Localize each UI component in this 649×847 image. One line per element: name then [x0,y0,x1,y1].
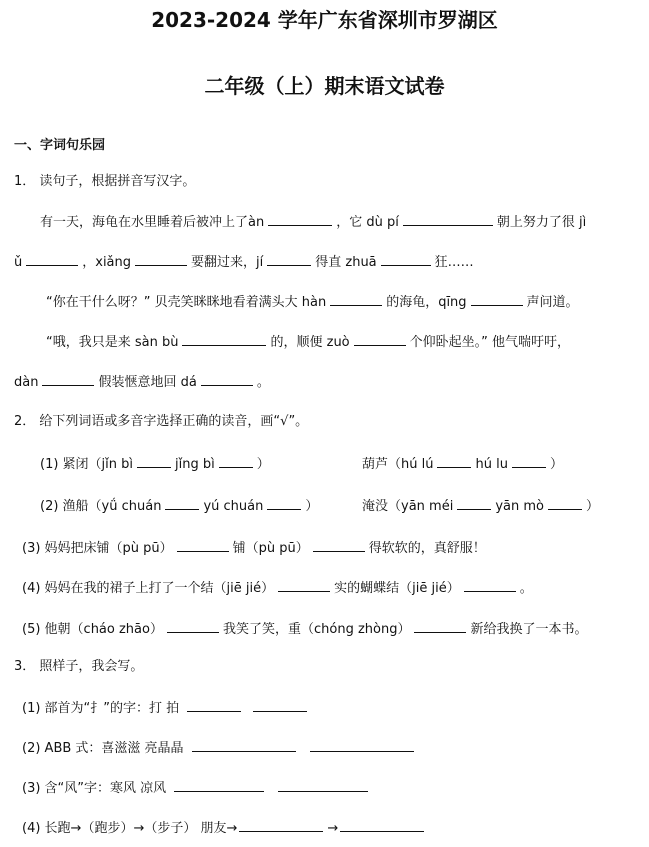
answer-blank[interactable] [457,497,491,510]
answer-blank[interactable] [548,497,582,510]
example-row [22,699,311,717]
option-row [22,579,533,597]
question-number: 2． [14,414,36,429]
question-2 [14,414,308,430]
answer-blank[interactable] [512,455,546,468]
answer-blank[interactable] [278,779,368,792]
option-row-right [362,497,599,515]
answer-blank[interactable] [167,620,219,633]
text: (4) 长跑→（跑步）→（步子） 朋友→ [22,821,238,836]
answer-blank[interactable] [313,539,365,552]
blank[interactable] [182,333,266,346]
text: 的，顺便 zuò [270,335,350,350]
text: 声问道。 [526,295,579,310]
example-row [22,819,428,837]
text: hú lu [475,457,508,472]
text: yān mò [495,499,544,514]
answer-blank[interactable] [437,455,471,468]
text: 。 [256,375,270,390]
text: 朝上努力了很 jì [496,215,587,230]
text: 我笑了笑，重（chóng zhòng） [222,622,411,637]
blank[interactable] [471,293,523,306]
text: 要翻过来，jí [191,255,264,270]
text: “你在干什么呀？” 贝壳笑眯眯地看着满头大 hàn [46,295,327,310]
text: (1) 紧闭（jǐn bì [40,457,134,472]
blank[interactable] [381,253,431,266]
option-row-right [362,455,563,473]
exam-title: 2023-2024 学年广东省深圳市罗湖区 [151,8,498,32]
passage-line [46,293,579,311]
text: (2) 渔船（yǘ chuán [40,499,162,514]
text: 得软软的，真舒服！ [368,541,486,556]
answer-blank[interactable] [464,579,516,592]
passage-line [14,253,474,271]
blank[interactable] [201,373,253,386]
passage-line [46,333,570,351]
text: → [327,821,339,836]
text: (2) ABB 式：喜滋滋 亮晶晶 [22,741,184,756]
text: 有一天，海龟在水里睡着后被冲上了àn [40,215,265,230]
option-row [22,539,486,557]
answer-blank[interactable] [414,620,466,633]
question-number: 1． [14,174,36,189]
text: (3) 含“风”字：寒风 凉风 [22,781,167,796]
blank[interactable] [26,253,78,266]
question-3 [14,659,143,675]
text: ） [305,499,319,514]
text: 实的蝴蝶结（jiē jié） [334,581,460,596]
text: 。 [519,581,533,596]
text: 新给我换了一本书。 [470,622,588,637]
text: (3) 妈妈把床铺（pù pū） [22,541,173,556]
passage-line [40,213,586,231]
answer-blank[interactable] [137,455,171,468]
answer-blank[interactable] [174,779,264,792]
text: 淹没（yān méi [362,499,454,514]
answer-blank[interactable] [340,819,424,832]
text: ，它 dù pí [336,215,399,230]
text: ǔ [14,255,23,270]
question-instruction: 读句子，根据拼音写汉字。 [39,174,196,189]
text: 铺（pù pū） [232,541,309,556]
answer-blank[interactable] [239,819,323,832]
example-row [22,779,372,797]
blank[interactable] [267,253,311,266]
option-row [22,620,587,638]
text: “哦，我只是来 sàn bù [46,335,179,350]
question-instruction: 照样子，我会写。 [39,659,144,674]
answer-blank[interactable] [253,699,307,712]
blank[interactable] [42,373,94,386]
blank[interactable] [135,253,187,266]
passage-line [14,373,270,391]
text: 假装惬意地回 dá [98,375,197,390]
answer-blank[interactable] [165,497,199,510]
text: 的海龟，qīng [386,295,467,310]
answer-blank[interactable] [310,739,414,752]
option-row-left [40,497,318,515]
text: 狂…… [434,255,474,270]
text: ） [549,457,563,472]
text: (1) 部首为“扌”的字：打 拍 [22,701,180,716]
text: ） [256,457,270,472]
answer-blank[interactable] [192,739,296,752]
text: 个仰卧起坐。” 他气喘吁吁， [409,335,571,350]
blank[interactable] [354,333,406,346]
example-row [22,739,418,757]
text: (4) 妈妈在我的裙子上打了一个结（jiē jié） [22,581,275,596]
answer-blank[interactable] [187,699,241,712]
blank[interactable] [330,293,382,306]
text: dàn [14,375,39,390]
section-heading: 一、字词句乐园 [14,138,106,153]
answer-blank[interactable] [278,579,330,592]
question-1 [14,174,195,190]
question-number: 3． [14,659,36,674]
answer-blank[interactable] [267,497,301,510]
text: 得直 zhuā [315,255,377,270]
text: (5) 他朝（cháo zhāo） [22,622,163,637]
blank[interactable] [268,213,332,226]
text: 葫芦（hú lú [362,457,434,472]
blank[interactable] [403,213,493,226]
text: yú chuán [203,499,264,514]
text: ） [585,499,599,514]
text: jǐng bì [175,457,215,472]
text: ，xiǎng [82,255,132,270]
answer-blank[interactable] [219,455,253,468]
exam-subtitle: 二年级（上）期末语文试卷 [204,74,445,98]
option-row-left [40,455,270,473]
answer-blank[interactable] [177,539,229,552]
question-instruction: 给下列词语或多音字选择正确的读音，画“√”。 [39,414,309,429]
